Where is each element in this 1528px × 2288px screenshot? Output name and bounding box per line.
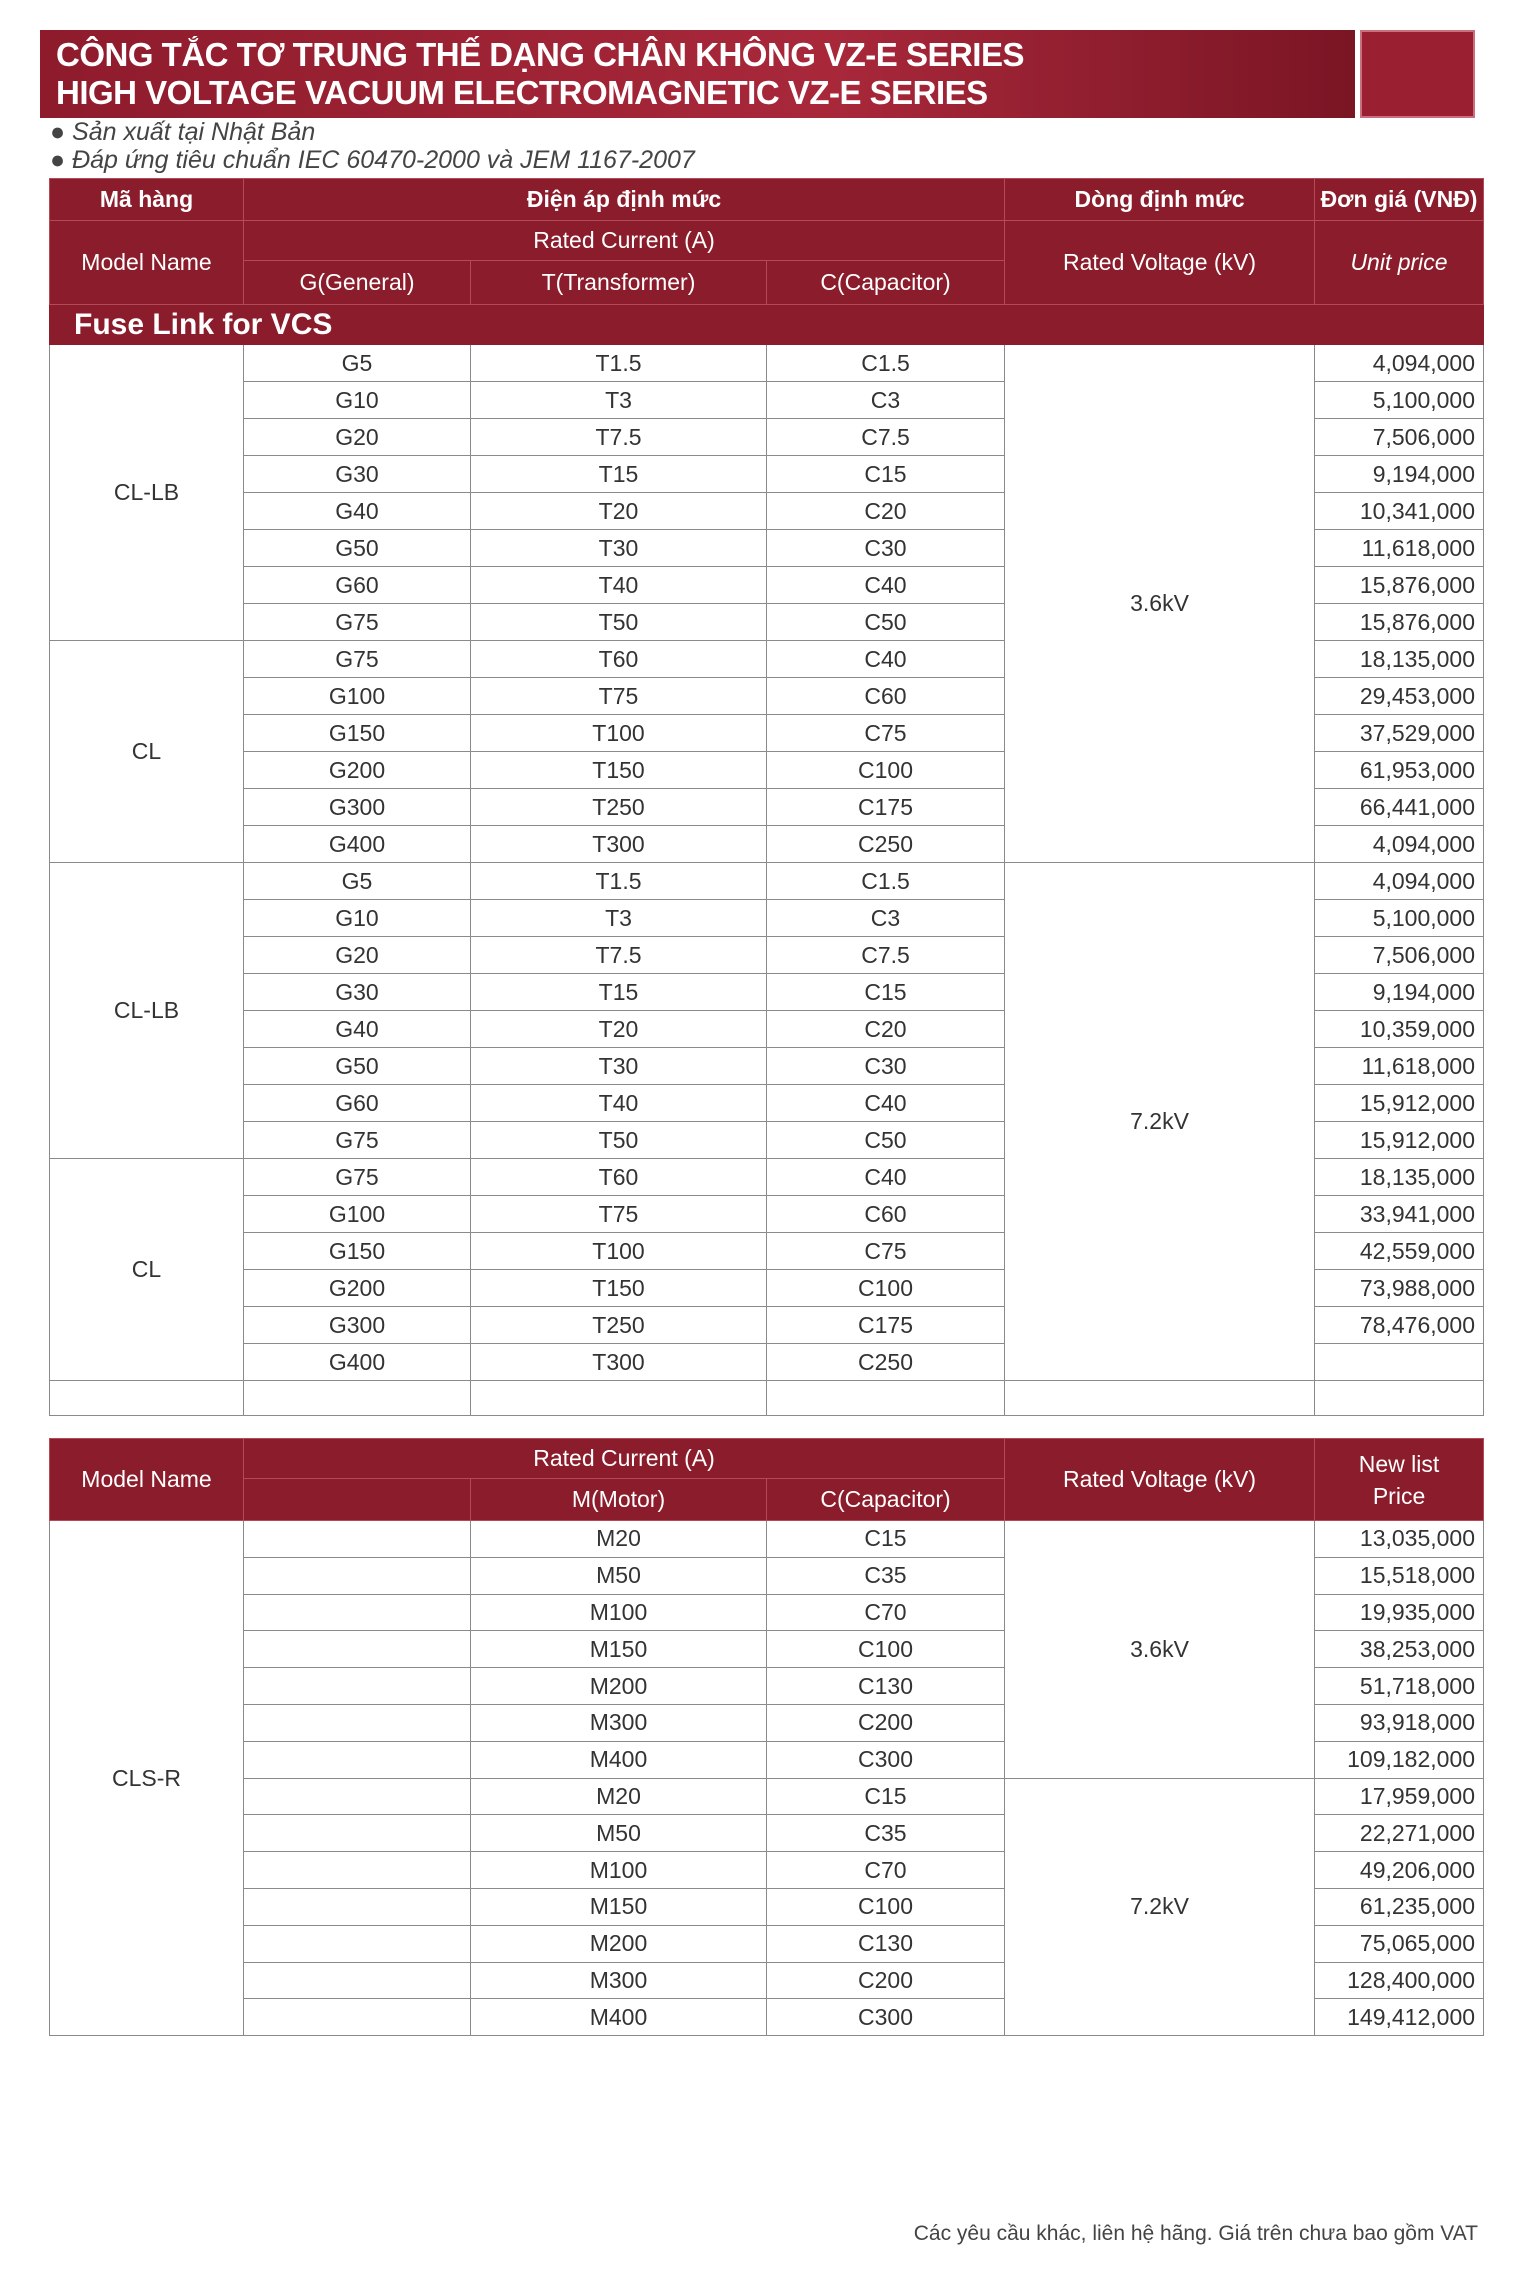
rated-current-g-cell: G30 [244, 456, 471, 493]
capacitor-current-cell: C300 [767, 1999, 1005, 2036]
rated-current-c-cell: C7.5 [767, 937, 1005, 974]
rated-current-c-cell: C1.5 [767, 863, 1005, 900]
motor-current-cell: M50 [471, 1557, 767, 1594]
unit-price-cell: 61,953,000 [1315, 752, 1484, 789]
rated-current-t-cell: T75 [471, 678, 767, 715]
title-english: HIGH VOLTAGE VACUUM ELECTROMAGNETIC VZ-E SERIES [56, 74, 988, 111]
unit-price-cell: 18,135,000 [1315, 641, 1484, 678]
empty-cell [1315, 1381, 1484, 1416]
rated-voltage-cell: 3.6kV [1005, 345, 1315, 863]
rated-current-g-cell: G30 [244, 974, 471, 1011]
rated-current-g-cell: G10 [244, 382, 471, 419]
unit-price-cell: 5,100,000 [1315, 900, 1484, 937]
header-don-gia: Đơn giá (VNĐ) [1315, 179, 1484, 221]
new-list-price-cell: 128,400,000 [1315, 1962, 1484, 1999]
unit-price-cell: 4,094,000 [1315, 826, 1484, 863]
model-name-cell: CLS-R [50, 1521, 244, 2036]
rated-current-c-cell: C30 [767, 530, 1005, 567]
rated-current-c-cell: C7.5 [767, 419, 1005, 456]
new-list-price-cell: 93,918,000 [1315, 1704, 1484, 1741]
empty-cell [471, 1381, 767, 1416]
empty-cell [1005, 1381, 1315, 1416]
empty-row [50, 1381, 1484, 1416]
new-list-price-cell: 13,035,000 [1315, 1521, 1484, 1558]
empty-cell [244, 1381, 471, 1416]
header-capacitor: C(Capacitor) [767, 261, 1005, 305]
rated-current-t-cell: T250 [471, 789, 767, 826]
rated-current-g-cell: G400 [244, 826, 471, 863]
empty-cell [244, 1594, 471, 1631]
rated-current-g-cell: G300 [244, 1307, 471, 1344]
rated-current-t-cell: T30 [471, 1048, 767, 1085]
header2-new-list: New list [1358, 1450, 1440, 1477]
rated-current-t-cell: T20 [471, 1011, 767, 1048]
rated-current-c-cell: C250 [767, 826, 1005, 863]
rated-current-t-cell: T150 [471, 1270, 767, 1307]
rated-current-t-cell: T40 [471, 567, 767, 604]
rated-current-c-cell: C175 [767, 1307, 1005, 1344]
header-rated-voltage: Rated Voltage (kV) [1005, 221, 1315, 305]
motor-current-cell: M20 [471, 1521, 767, 1558]
rated-current-t-cell: T3 [471, 900, 767, 937]
table-row [50, 345, 1484, 382]
motor-current-cell: M100 [471, 1852, 767, 1889]
model-name-cell: CL-LB [50, 863, 244, 1159]
rated-current-g-cell: G150 [244, 715, 471, 752]
rated-current-t-cell: T60 [471, 1159, 767, 1196]
rated-current-c-cell: C250 [767, 1344, 1005, 1381]
rated-current-c-cell: C75 [767, 1233, 1005, 1270]
rated-current-c-cell: C15 [767, 456, 1005, 493]
empty-cell [244, 1704, 471, 1741]
rated-current-c-cell: C175 [767, 789, 1005, 826]
header-model-name: Model Name [50, 221, 244, 305]
rated-current-g-cell: G50 [244, 1048, 471, 1085]
header-transformer: T(Transformer) [471, 261, 767, 305]
rated-current-t-cell: T1.5 [471, 345, 767, 382]
unit-price-cell: 11,618,000 [1315, 530, 1484, 567]
header2-empty [244, 1479, 471, 1521]
unit-price-cell: 10,341,000 [1315, 493, 1484, 530]
rated-current-c-cell: C20 [767, 493, 1005, 530]
unit-price-cell [1315, 1344, 1484, 1381]
rated-current-t-cell: T3 [471, 382, 767, 419]
empty-cell [50, 1381, 244, 1416]
header2-price: Price [1372, 1482, 1426, 1509]
unit-price-cell: 9,194,000 [1315, 974, 1484, 1011]
rated-current-c-cell: C20 [767, 1011, 1005, 1048]
rated-current-g-cell: G20 [244, 419, 471, 456]
rated-current-c-cell: C100 [767, 1270, 1005, 1307]
rated-current-c-cell: C60 [767, 1196, 1005, 1233]
empty-cell [244, 1815, 471, 1852]
rated-current-g-cell: G40 [244, 1011, 471, 1048]
unit-price-cell: 78,476,000 [1315, 1307, 1484, 1344]
rated-current-c-cell: C50 [767, 1122, 1005, 1159]
rated-voltage-cell: 7.2kV [1005, 863, 1315, 1381]
model-name-cell: CL [50, 1159, 244, 1381]
motor-current-cell: M150 [471, 1888, 767, 1925]
header-dong-dinh-muc: Dòng định mức [1005, 179, 1315, 221]
header2-rated-current: Rated Current (A) [244, 1439, 1005, 1479]
section-title: Fuse Link for VCS [50, 305, 1484, 345]
unit-price-cell: 7,506,000 [1315, 419, 1484, 456]
rated-current-c-cell: C40 [767, 641, 1005, 678]
motor-current-cell: M20 [471, 1778, 767, 1815]
capacitor-current-cell: C200 [767, 1704, 1005, 1741]
unit-price-cell: 10,359,000 [1315, 1011, 1484, 1048]
empty-cell [244, 1668, 471, 1705]
rated-current-t-cell: T300 [471, 1344, 767, 1381]
bullet-standards: ● Đáp ứng tiêu chuẩn IEC 60470-2000 và JEM 1167-2007 [50, 146, 695, 174]
motor-current-cell: M200 [471, 1668, 767, 1705]
rated-current-g-cell: G50 [244, 530, 471, 567]
title-vietnamese: CÔNG TẮC TƠ TRUNG THẾ DẠNG CHÂN KHÔNG VZ-E SERIES [56, 36, 1024, 73]
fuse-link-price-table [49, 178, 1484, 1416]
unit-price-cell: 9,194,000 [1315, 456, 1484, 493]
rated-current-g-cell: G300 [244, 789, 471, 826]
motor-current-cell: M300 [471, 1962, 767, 1999]
rated-current-c-cell: C3 [767, 382, 1005, 419]
new-list-price-cell: 149,412,000 [1315, 1999, 1484, 2036]
rated-current-g-cell: G20 [244, 937, 471, 974]
banner-square-decoration [1360, 30, 1475, 118]
rated-current-t-cell: T30 [471, 530, 767, 567]
rated-current-c-cell: C3 [767, 900, 1005, 937]
capacitor-current-cell: C300 [767, 1741, 1005, 1778]
unit-price-cell: 29,453,000 [1315, 678, 1484, 715]
capacitor-current-cell: C15 [767, 1521, 1005, 1558]
new-list-price-cell: 51,718,000 [1315, 1668, 1484, 1705]
rated-current-t-cell: T50 [471, 1122, 767, 1159]
header2-rated-voltage: Rated Voltage (kV) [1005, 1439, 1315, 1521]
capacitor-current-cell: C70 [767, 1852, 1005, 1889]
capacitor-current-cell: C200 [767, 1962, 1005, 1999]
capacitor-current-cell: C130 [767, 1925, 1005, 1962]
unit-price-cell: 37,529,000 [1315, 715, 1484, 752]
new-list-price-cell: 109,182,000 [1315, 1741, 1484, 1778]
rated-current-g-cell: G40 [244, 493, 471, 530]
rated-current-g-cell: G75 [244, 1159, 471, 1196]
rated-voltage-cell: 7.2kV [1005, 1778, 1315, 2036]
rated-current-c-cell: C30 [767, 1048, 1005, 1085]
rated-current-g-cell: G75 [244, 641, 471, 678]
empty-cell [244, 1631, 471, 1668]
empty-cell [244, 1852, 471, 1889]
capacitor-current-cell: C15 [767, 1778, 1005, 1815]
motor-current-cell: M200 [471, 1925, 767, 1962]
rated-current-g-cell: G100 [244, 1196, 471, 1233]
table-row [50, 863, 1484, 900]
unit-price-cell: 7,506,000 [1315, 937, 1484, 974]
motor-current-cell: M50 [471, 1815, 767, 1852]
bullet-made-in-japan: ● Sản xuất tại Nhật Bản [50, 118, 316, 146]
rated-current-g-cell: G60 [244, 567, 471, 604]
rated-current-t-cell: T100 [471, 715, 767, 752]
rated-current-c-cell: C75 [767, 715, 1005, 752]
rated-current-t-cell: T40 [471, 1085, 767, 1122]
rated-current-g-cell: G10 [244, 900, 471, 937]
capacitor-current-cell: C70 [767, 1594, 1005, 1631]
rated-current-c-cell: C40 [767, 1159, 1005, 1196]
unit-price-cell: 66,441,000 [1315, 789, 1484, 826]
rated-current-c-cell: C40 [767, 1085, 1005, 1122]
rated-current-g-cell: G75 [244, 604, 471, 641]
cls-r-price-table [49, 1438, 1484, 2036]
rated-current-g-cell: G60 [244, 1085, 471, 1122]
header-rated-current: Rated Current (A) [244, 221, 1005, 261]
capacitor-current-cell: C100 [767, 1888, 1005, 1925]
empty-cell [244, 1925, 471, 1962]
rated-current-t-cell: T300 [471, 826, 767, 863]
empty-cell [767, 1381, 1005, 1416]
rated-current-c-cell: C100 [767, 752, 1005, 789]
rated-current-c-cell: C60 [767, 678, 1005, 715]
model-name-cell: CL-LB [50, 345, 244, 641]
unit-price-cell: 11,618,000 [1315, 1048, 1484, 1085]
rated-current-t-cell: T75 [471, 1196, 767, 1233]
rated-current-t-cell: T50 [471, 604, 767, 641]
rated-current-g-cell: G200 [244, 752, 471, 789]
model-name-cell: CL [50, 641, 244, 863]
unit-price-cell: 33,941,000 [1315, 1196, 1484, 1233]
rated-current-g-cell: G75 [244, 1122, 471, 1159]
motor-current-cell: M400 [471, 1741, 767, 1778]
rated-current-t-cell: T1.5 [471, 863, 767, 900]
header2-capacitor: C(Capacitor) [767, 1479, 1005, 1521]
rated-current-g-cell: G100 [244, 678, 471, 715]
header-ma-hang: Mã hàng [50, 179, 244, 221]
new-list-price-cell: 61,235,000 [1315, 1888, 1484, 1925]
header2-motor: M(Motor) [471, 1479, 767, 1521]
rated-voltage-cell: 3.6kV [1005, 1521, 1315, 1779]
rated-current-t-cell: T20 [471, 493, 767, 530]
header-dien-ap: Điện áp định mức [244, 179, 1005, 221]
motor-current-cell: M150 [471, 1631, 767, 1668]
rated-current-t-cell: T60 [471, 641, 767, 678]
unit-price-cell: 15,876,000 [1315, 567, 1484, 604]
rated-current-c-cell: C40 [767, 567, 1005, 604]
footer-note: Các yêu cầu khác, liên hệ hãng. Giá trên chưa bao gồm VAT [913, 2222, 1478, 2245]
capacitor-current-cell: C35 [767, 1815, 1005, 1852]
unit-price-cell: 15,912,000 [1315, 1085, 1484, 1122]
unit-price-cell: 15,912,000 [1315, 1122, 1484, 1159]
table-row [50, 1521, 1484, 1558]
new-list-price-cell: 22,271,000 [1315, 1815, 1484, 1852]
rated-current-c-cell: C15 [767, 974, 1005, 1011]
rated-current-t-cell: T100 [471, 1233, 767, 1270]
rated-current-t-cell: T15 [471, 456, 767, 493]
unit-price-cell: 42,559,000 [1315, 1233, 1484, 1270]
new-list-price-cell: 38,253,000 [1315, 1631, 1484, 1668]
rated-current-g-cell: G5 [244, 863, 471, 900]
motor-current-cell: M100 [471, 1594, 767, 1631]
rated-current-t-cell: T7.5 [471, 937, 767, 974]
rated-current-g-cell: G5 [244, 345, 471, 382]
empty-cell [244, 1999, 471, 2036]
new-list-price-cell: 49,206,000 [1315, 1852, 1484, 1889]
empty-cell [244, 1778, 471, 1815]
unit-price-cell: 73,988,000 [1315, 1270, 1484, 1307]
empty-cell [244, 1741, 471, 1778]
rated-current-c-cell: C1.5 [767, 345, 1005, 382]
new-list-price-cell: 75,065,000 [1315, 1925, 1484, 1962]
rated-current-t-cell: T15 [471, 974, 767, 1011]
new-list-price-cell: 15,518,000 [1315, 1557, 1484, 1594]
header-unit-price: Unit price [1315, 221, 1484, 305]
header2-new-list-price [1315, 1439, 1484, 1521]
header2-model-name: Model Name [50, 1439, 244, 1521]
empty-cell [244, 1557, 471, 1594]
new-list-price-cell: 17,959,000 [1315, 1778, 1484, 1815]
unit-price-cell: 18,135,000 [1315, 1159, 1484, 1196]
table-row [50, 1778, 1484, 1815]
rated-current-t-cell: T150 [471, 752, 767, 789]
rated-current-g-cell: G200 [244, 1270, 471, 1307]
motor-current-cell: M300 [471, 1704, 767, 1741]
unit-price-cell: 5,100,000 [1315, 382, 1484, 419]
capacitor-current-cell: C35 [767, 1557, 1005, 1594]
unit-price-cell: 15,876,000 [1315, 604, 1484, 641]
capacitor-current-cell: C100 [767, 1631, 1005, 1668]
new-list-price-cell: 19,935,000 [1315, 1594, 1484, 1631]
rated-current-c-cell: C50 [767, 604, 1005, 641]
capacitor-current-cell: C130 [767, 1668, 1005, 1705]
unit-price-cell: 4,094,000 [1315, 345, 1484, 382]
motor-current-cell: M400 [471, 1999, 767, 2036]
rated-current-g-cell: G150 [244, 1233, 471, 1270]
rated-current-t-cell: T7.5 [471, 419, 767, 456]
empty-cell [244, 1521, 471, 1558]
unit-price-cell: 4,094,000 [1315, 863, 1484, 900]
rated-current-t-cell: T250 [471, 1307, 767, 1344]
empty-cell [244, 1962, 471, 1999]
rated-current-g-cell: G400 [244, 1344, 471, 1381]
empty-cell [244, 1888, 471, 1925]
header-general: G(General) [244, 261, 471, 305]
